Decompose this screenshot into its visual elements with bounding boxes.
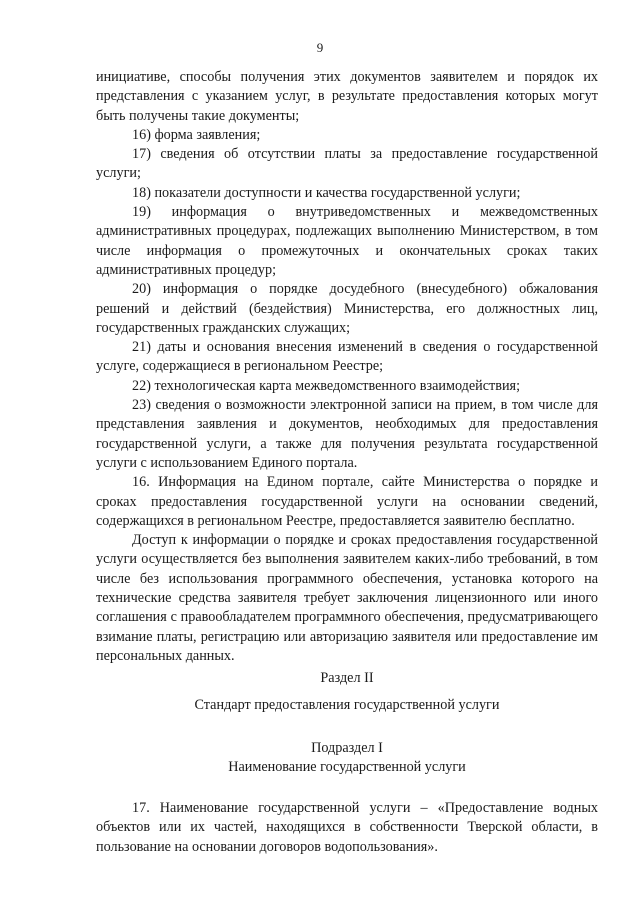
page-number: 9	[316, 40, 324, 55]
list-item-23: 23) сведения о возможности электронной записи на прием, в том числе для представления заявления и документов, необходимых для предоставления государственной услуги, а также для получения результата государственной услуги с использованием Единого портала.	[96, 397, 598, 471]
subsection-label: Подраздел I	[311, 740, 383, 756]
list-item-20: 20) информация о порядке досудебного (внесудебного) обжалования решений и действий (бездействия) Министерства, его должностных лиц, государственных гражданских служащих;	[96, 281, 598, 336]
subsection-heading	[96, 739, 598, 778]
list-item-19: 19) информация о внутриведомственных и межведомственных административных процедурах, подлежащих выполнению Министерством, в том числе информация о промежуточных и окончательных сроках таких административных процедур;	[96, 204, 598, 278]
intro-paragraph: инициативе, способы получения этих документов заявителем и порядок их представления с указанием услуг, в результате предоставления которых могут быть получены такие документы;	[96, 69, 598, 124]
paragraph-access: Доступ к информации о порядке и сроках предоставления государственной услуги осуществляется без выполнения заявителем каких-либо требований, в том числе без использования программного обеспечения, установка которого на технические средства заявителя требует заключения лицензионного или иного соглашения с правообладателем программного обеспечения, предусматривающего взимание платы, регистрацию или авторизацию заявителя или предоставление им персональных данных.	[96, 532, 598, 664]
list-item-17: 17) сведения об отсутствии платы за предоставление государственной услуги;	[96, 146, 598, 182]
list-item-18: 18) показатели доступности и качества государственной услуги;	[132, 184, 521, 201]
paragraph-17-block	[96, 799, 598, 857]
list-item-21: 21) даты и основания внесения изменений в сведения о государственной услуге, содержащиеся в региональном Реестре;	[96, 339, 598, 375]
section-label: Раздел II	[320, 670, 374, 686]
paragraph-17: 17. Наименование государственной услуги – «Предоставление водных объектов или их частей, находящихся в собственности Тверской области, в пользование на основании договоров водопользования».	[96, 800, 598, 855]
section-title: Стандарт предоставления государственной услуги	[194, 697, 500, 714]
document-body	[96, 68, 598, 666]
paragraph-16: 16. Информация на Едином портале, сайте Министерства о порядке и сроках предоставления государственной услуги на основании сведений, содержащихся в региональном Реестре, предоставляется заявителю бесплатно.	[96, 474, 598, 529]
subsection-title: Наименование государственной услуги	[228, 759, 466, 776]
list-item-22: 22) технологическая карта межведомственного взаимодействия;	[132, 377, 521, 394]
list-item-16: 16) форма заявления;	[132, 126, 261, 143]
section-heading	[96, 669, 598, 716]
